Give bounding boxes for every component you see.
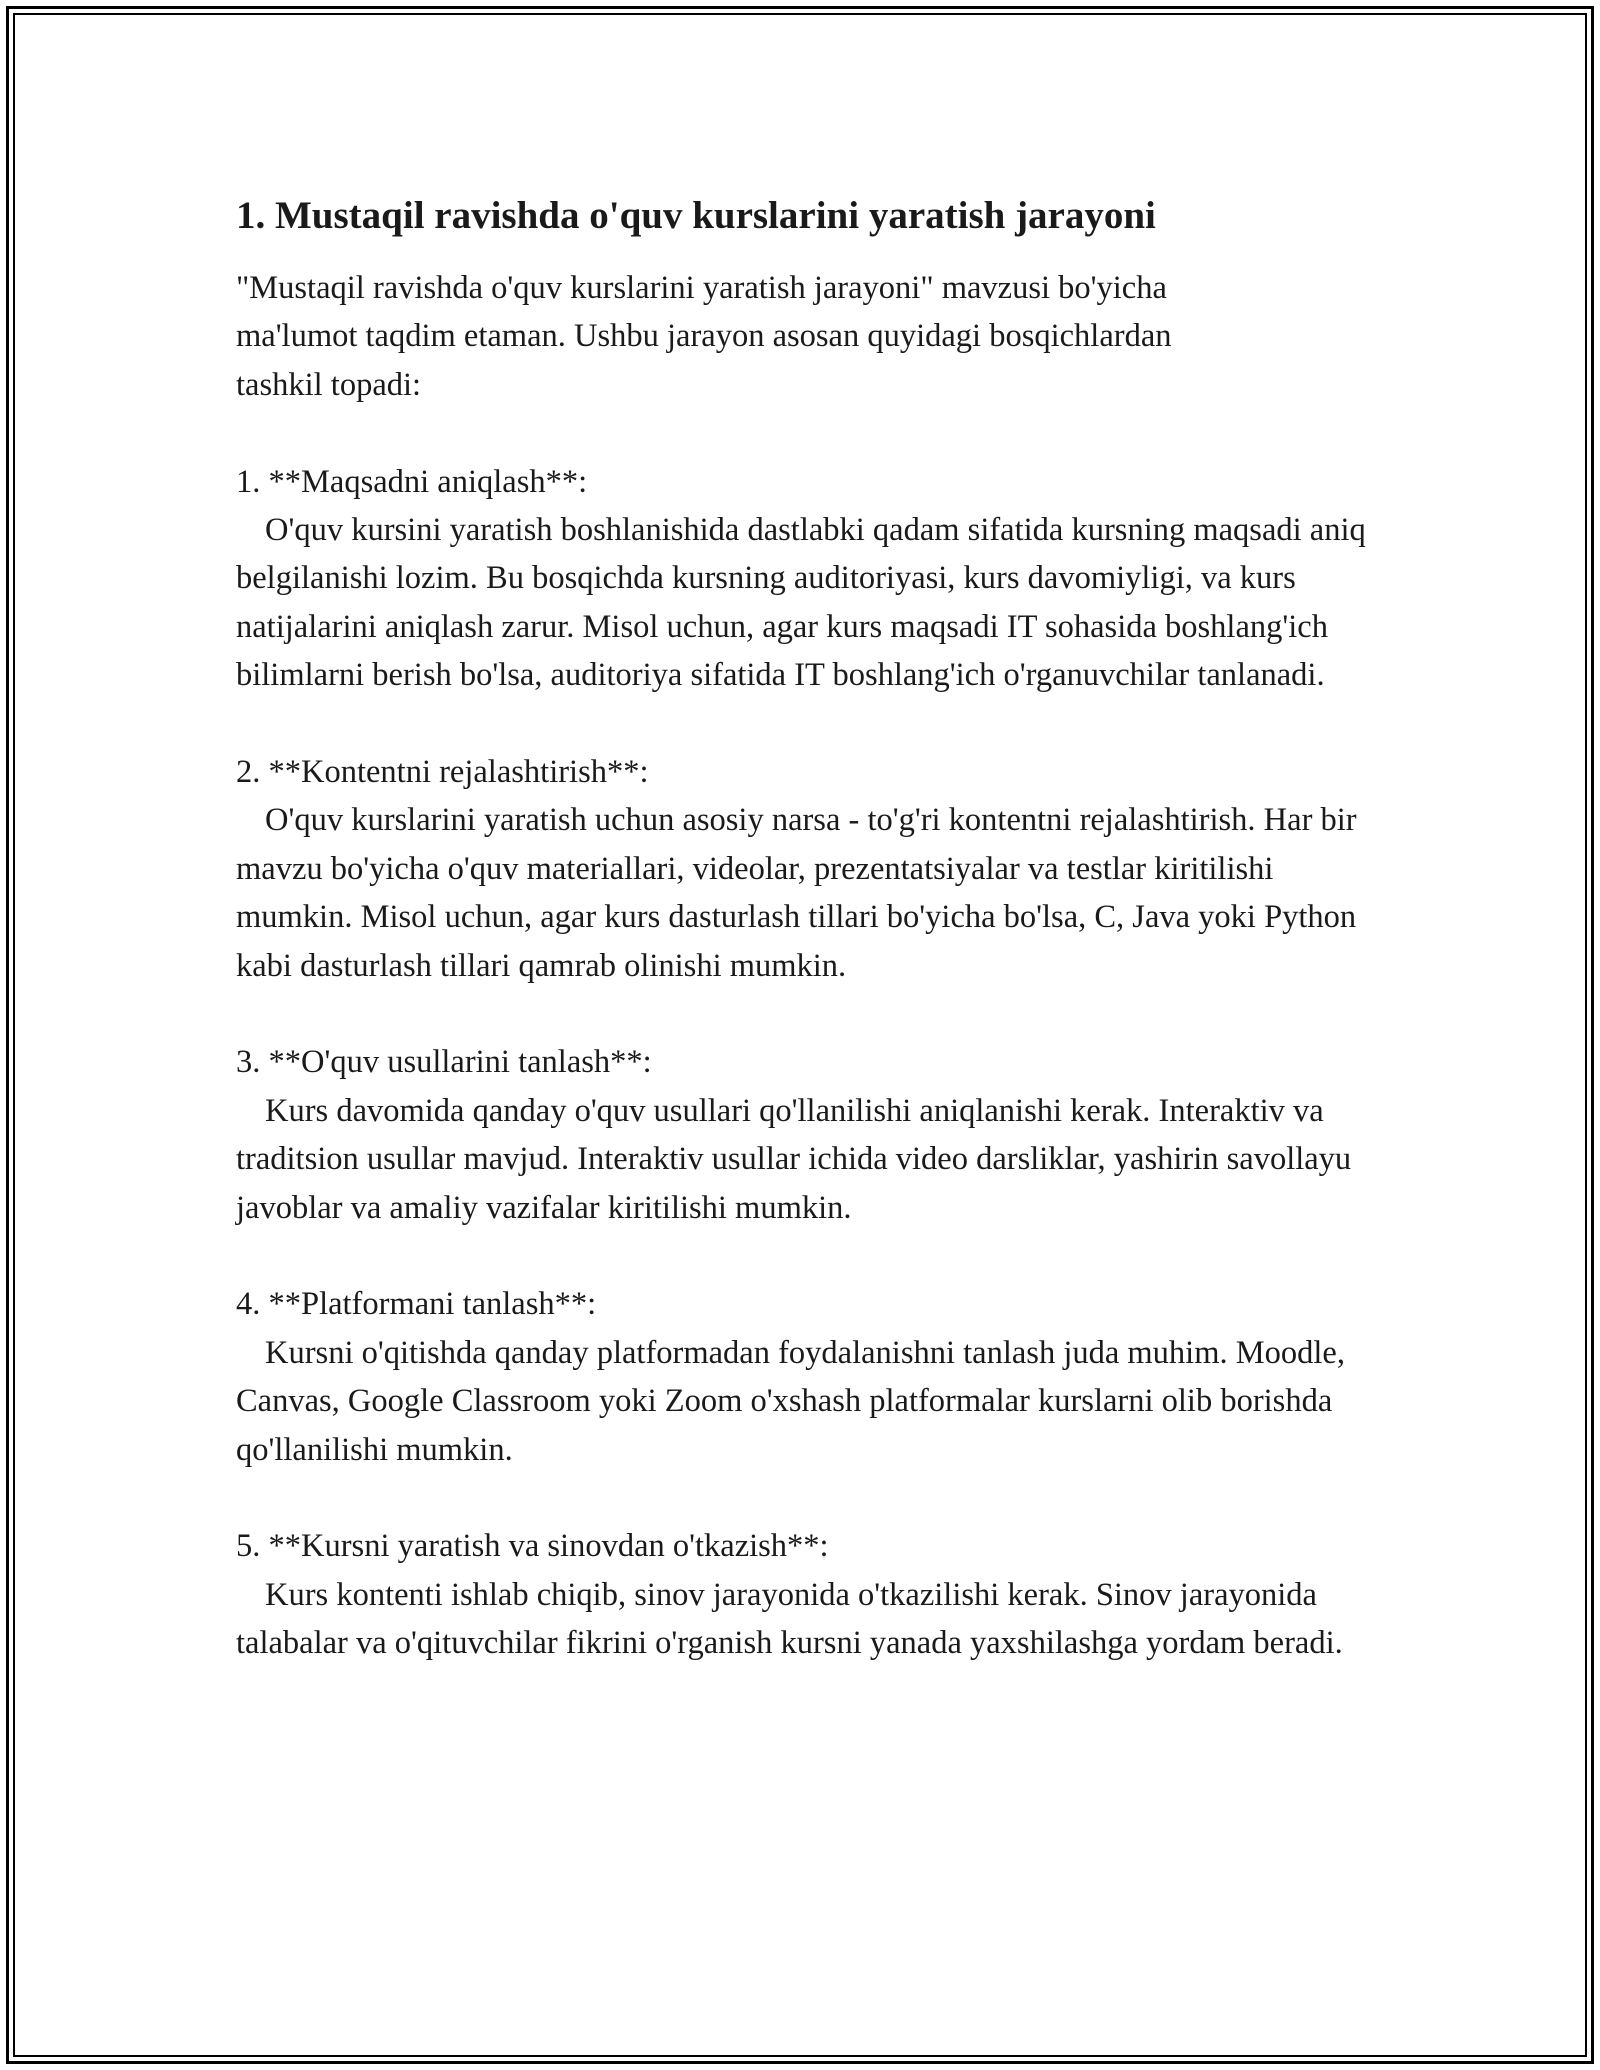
step-body: Kurs kontenti ishlab chiqib, sinov jarayonida o'tkazilishi kerak. Sinov jarayonida talabalar va o'qituvchilar fikrini o'rganish kursni yanada yaxshilashga yordam beradi. — [236, 1576, 1343, 1662]
paragraph-spacer — [236, 990, 1376, 1038]
step-heading: 4. **Platformani tanlash**: — [236, 1286, 597, 1323]
step-5 — [236, 1522, 1376, 1667]
step-body: O'quv kursini yaratish boshlanishida dastlabki qadam sifatida kursning maqsadi aniq belgilanishi lozim. Bu bosqichda kursning auditoriyasi, kurs davomiyligi, va kurs natijalarini aniqlash zarur. Misol uchun, agar kurs maqsadi IT sohasida boshlang'ich bilimlarni berish bo'lsa, auditoriya sifatida IT boshlang'ich o'rganuvchilar tanlanadi. — [236, 512, 1366, 694]
document-title: 1. Mustaqil ravishda o'quv kurslarini yaratish jarayoni — [236, 194, 1156, 237]
step-2 — [236, 748, 1376, 990]
step-body: Kursni o'qitishda qanday platformadan foydalanishni tanlash juda muhim. Moodle, Canvas, Google Classroom yoki Zoom o'xshash platformalar kurslarni olib borishda qo'llanilishi mumkin. — [236, 1334, 1345, 1468]
step-heading: 5. **Kursni yaratish va sinovdan o'tkazish**: — [236, 1528, 829, 1565]
paragraph-spacer — [236, 1232, 1376, 1280]
paragraph-spacer — [236, 409, 1376, 457]
step-body: O'quv kurslarini yaratish uchun asosiy narsa - to'g'ri kontentni rejalashtirish. Har bir mavzu bo'yicha o'quv materiallari, videolar, prezentatsiyalar va testlar kiritilishi mumkin. Misol uchun, agar kurs dasturlash tillari bo'yicha bo'lsa, C, Java yoki Python kabi dasturlash tillari qamrab olinishi mumkin. — [236, 802, 1357, 984]
document-body — [236, 180, 1376, 1668]
paragraph-spacer — [236, 700, 1376, 748]
step-heading: 3. **O'quv usullarini tanlash**: — [236, 1044, 652, 1081]
paragraph-spacer — [236, 1474, 1376, 1522]
step-body: Kurs davomida qanday o'quv usullari qo'llanilishi aniqlanishi kerak. Interaktiv va traditsion usullar mavjud. Interaktiv usullar ichida video darsliklar, yashirin savollayu javoblar va amaliy vazifalar kiritilishi mumkin. — [236, 1092, 1352, 1226]
step-4 — [236, 1280, 1376, 1474]
intro-paragraph: "Mustaqil ravishda o'quv kurslarini yaratish jarayoni" mavzusi bo'yicha ma'lumot taqdim etaman. Ushbu jarayon asosan quyidagi bosqichlardan tashkil topadi: — [236, 270, 1172, 403]
step-heading: 1. **Maqsadni aniqlash**: — [236, 463, 588, 500]
step-1 — [236, 458, 1376, 700]
step-heading: 2. **Kontentni rejalashtirish**: — [236, 754, 649, 791]
step-3 — [236, 1038, 1376, 1232]
